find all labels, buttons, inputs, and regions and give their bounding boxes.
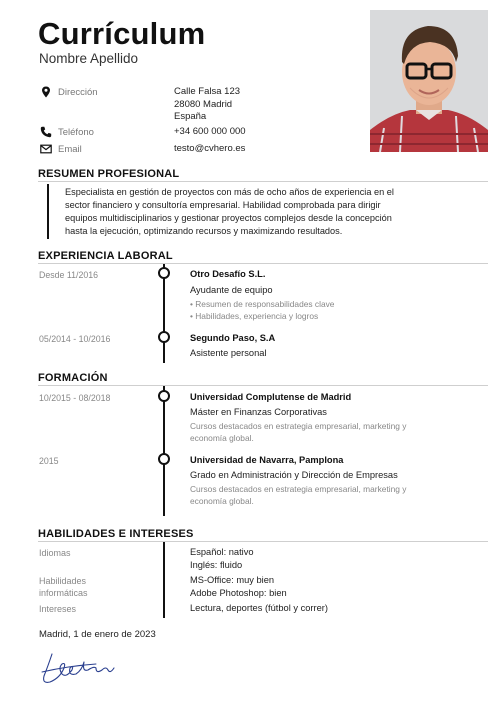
- address-label: Dirección: [58, 86, 98, 98]
- page-title: Currículum: [38, 16, 206, 51]
- education-date: 10/2015 - 08/2018: [39, 393, 111, 403]
- email-label-row: [40, 143, 82, 155]
- location-pin-icon: [40, 86, 52, 98]
- phone-label-row: [40, 126, 94, 138]
- timeline-dot: [158, 267, 170, 279]
- skill-label-computer: [39, 575, 88, 599]
- experience-role: Ayudante de equipo: [190, 285, 273, 295]
- skills-heading: HABILIDADES E INTERESES: [38, 528, 194, 540]
- divider: [38, 385, 488, 386]
- place-date: Madrid, 1 de enero de 2023: [39, 629, 156, 640]
- skill-label-languages: Idiomas: [39, 548, 71, 558]
- divider: [38, 181, 488, 182]
- candidate-name: Nombre Apellido: [39, 51, 139, 66]
- experience-heading: EXPERIENCIA LABORAL: [38, 250, 173, 262]
- education-date: 2015: [39, 456, 59, 466]
- skill-item: MS-Office: muy bien: [190, 575, 275, 585]
- phone-icon: [40, 126, 52, 138]
- address-line: 28080 Madrid: [174, 98, 233, 110]
- phone-value: +34 600 000 000: [174, 126, 246, 137]
- timeline-dot: [158, 453, 170, 465]
- education-desc: Cursos destacados en estrategia empresarial, marketing y economía global.: [190, 421, 407, 443]
- address-line: Calle Falsa 123: [174, 86, 241, 97]
- summary-heading: RESUMEN PROFESIONAL: [38, 168, 180, 180]
- skill-item: Adobe Photoshop: bien: [190, 587, 287, 598]
- education-school: Universidad Complutense de Madrid: [190, 392, 352, 402]
- experience-company: Otro Desafío S.L.: [190, 269, 266, 279]
- education-school: Universidad de Navarra, Pamplona: [190, 455, 344, 465]
- address-label-row: [40, 86, 98, 98]
- timeline-dot: [158, 331, 170, 343]
- experience-company: Segundo Paso, S.A: [190, 333, 276, 343]
- phone-label: Teléfono: [58, 126, 94, 138]
- education-desc: Cursos destacados en estrategia empresarial, marketing y economía global.: [190, 484, 407, 506]
- education-heading: FORMACIÓN: [38, 372, 108, 384]
- email-label: Email: [58, 143, 82, 155]
- envelope-icon: [40, 143, 52, 155]
- skill-interests: Lectura, deportes (fútbol y correr): [190, 603, 328, 613]
- divider: [38, 263, 488, 264]
- experience-role: Asistente personal: [190, 348, 267, 358]
- skill-label-interests: Intereses: [39, 604, 77, 614]
- skill-label-line: Habilidades: [39, 576, 87, 586]
- skill-languages: [190, 546, 254, 571]
- skill-item: Español: nativo: [190, 547, 254, 557]
- experience-bullet: • Resumen de responsabilidades clave: [190, 299, 335, 309]
- experience-date: Desde 11/2016: [39, 270, 99, 280]
- education-degree: Grado en Administración y Dirección de Empresas: [190, 470, 398, 480]
- divider: [38, 541, 488, 542]
- address-value: [174, 86, 240, 124]
- timeline-dot: [158, 390, 170, 402]
- profile-photo: [370, 10, 488, 152]
- summary-bar: [47, 184, 49, 239]
- education-degree: Máster en Finanzas Corporativas: [190, 407, 327, 417]
- summary-text: Especialista en gestión de proyectos con más de ocho años de experiencia en el sector financiero y consultoría empresarial. Habilidad comprobada para dirigir equipos multidisciplinarios y gestionar proyectos complejos desde la concepción hasta la ejecución, optimizando recursos y maximizando resultados.: [65, 187, 394, 236]
- signature-image: [38, 646, 118, 693]
- skill-label-line: informáticas: [39, 588, 88, 598]
- address-line: España: [174, 111, 207, 122]
- experience-bullet: • Habilidades, experiencia y logros: [190, 311, 319, 321]
- education-timeline: [163, 386, 165, 516]
- skill-item: Inglés: fluido: [190, 559, 243, 570]
- skill-computer: [190, 574, 287, 599]
- skills-divider-line: [163, 542, 165, 618]
- experience-date: 05/2014 - 10/2016: [39, 334, 111, 344]
- email-value[interactable]: testo@cvhero.es: [174, 143, 246, 154]
